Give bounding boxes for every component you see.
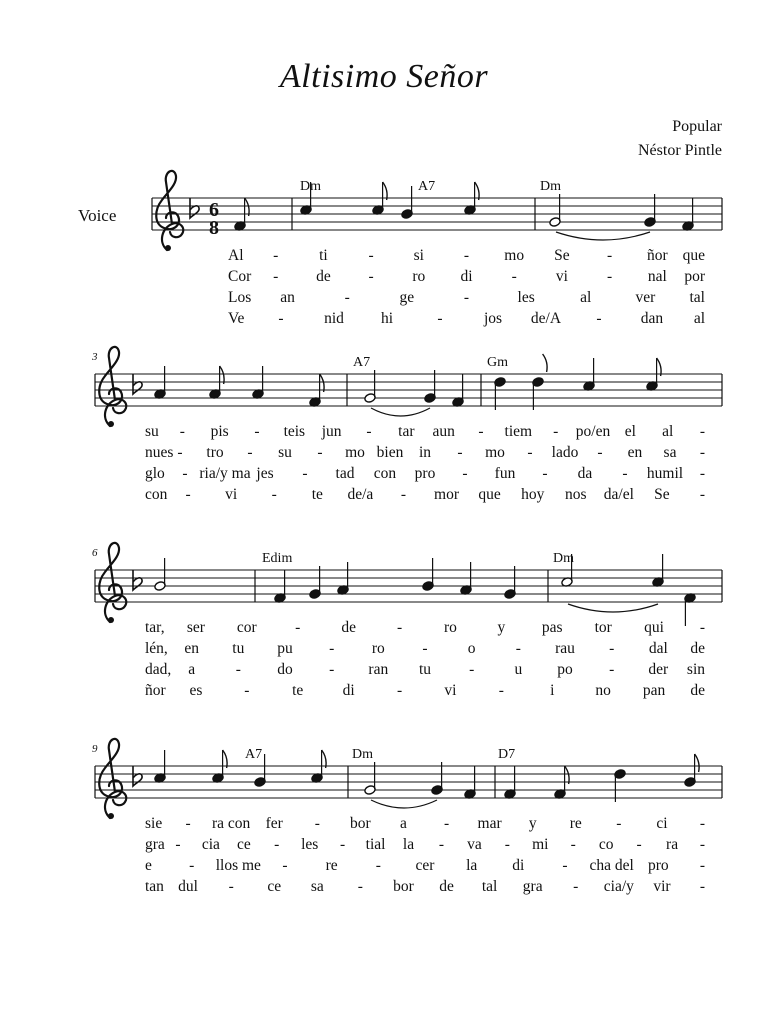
lyric-syllable: de/A [530,310,562,327]
lyric-syllable: - [597,444,603,461]
lyric-syllable: - [463,247,470,264]
chord-symbol: A7 [353,355,371,370]
lyric-syllable: mor [434,486,460,503]
lyric-syllable: tal [481,878,498,895]
lyric-syllable: - [177,444,183,461]
lyric-syllable: con [373,465,397,482]
lyric-syllable: tor [594,619,612,636]
lyric-syllable: teis [283,423,306,440]
lyric-syllable: - [340,836,346,853]
lyric-syllable: - [235,661,241,678]
note [652,554,664,587]
lyric-syllable: Al [228,247,244,264]
note [309,566,321,599]
lyric-syllable: su [278,444,292,461]
note [154,750,166,783]
lyric-syllable: humil [646,465,684,482]
chord-symbol: Dm [540,179,561,194]
note [452,374,464,407]
tie [556,232,650,240]
flat-icon [133,766,142,786]
lyric-syllable: ver [635,289,656,306]
lyric-syllable: - [609,640,615,657]
lyric-syllable: tial [365,836,386,853]
lyric-syllable: - [511,268,517,285]
lyric-syllable: pas [541,619,563,636]
lyric-syllable: mo [345,444,365,461]
lyric-syllable: al [580,289,592,306]
lyric-syllable: an [280,289,295,306]
lyric-syllable: mo [504,247,525,264]
lyric-syllable: - [314,815,320,832]
note [274,570,286,603]
lyric-syllable: - [368,247,374,264]
lyric-syllable: di [512,857,525,874]
measure-number: 6 [92,547,98,559]
lyric-syllable: nos [564,486,587,503]
lyric-syllable: de/a [347,486,374,503]
note [684,593,696,626]
lyric-syllable: tan [145,878,164,895]
lyric-syllable: fun [494,465,516,482]
lyric-syllable: - [396,682,403,699]
lyric-syllable: bor [350,815,371,832]
lyric-syllable: re [325,857,338,874]
note [154,558,166,591]
lyric-syllable: de [690,682,705,699]
lyric-syllable: - [498,682,504,699]
lyric-syllable: de [690,640,705,657]
lyric-syllable: cia/y [603,878,634,895]
note [460,562,472,595]
lyric-syllable: fer [265,815,283,832]
lyric-syllable: nid [324,310,344,327]
chord-symbol: Edim [262,551,293,566]
lyric-syllable: nues [145,444,174,461]
lyric-syllable: al [662,423,674,440]
lyric-syllable: co [598,836,614,853]
note [401,186,413,219]
lyric-syllable: - [368,268,374,285]
lyric-syllable: - [699,619,705,636]
lyric-syllable: glo [145,465,165,482]
lyric-syllable: lén, [145,640,168,657]
note [583,358,595,391]
lyric-syllable: - [622,465,628,482]
lyric-syllable: no [595,682,611,699]
lyric-syllable: sie [145,815,163,832]
treble-clef-icon [99,739,126,819]
lyric-syllable: di [342,682,355,699]
lyric-syllable: ran [368,661,389,678]
lyric-syllable: - [699,815,705,832]
lyric-syllable: - [254,423,260,440]
lyric-syllable: - [273,268,279,285]
lyric-syllable: - [542,465,548,482]
lyric-syllable: - [469,661,475,678]
lyric-syllable: mi [532,836,549,853]
lyric-syllable: ro [412,268,426,285]
lyric-syllable: dad, [145,661,172,678]
lyric-syllable: en [627,444,643,461]
lyric-syllable: - [443,815,450,832]
lyric-syllable: - [329,640,335,657]
lyric-syllable: cer [415,857,435,874]
song-title: Altisimo Señor [279,58,489,95]
lyric-syllable: - [699,465,705,482]
lyric-syllable: ser [186,619,205,636]
lyric-syllable: di [460,268,473,285]
chord-symbol: D7 [498,747,516,762]
lyric-syllable: - [607,268,613,285]
lyric-syllable: ge [399,289,415,306]
lyric-syllable: tu [418,661,432,678]
lyric-syllable: - [422,640,428,657]
lyric-syllable: vi [225,486,238,503]
lyric-syllable: si [413,247,424,264]
note [464,766,476,799]
lyric-syllable: - [573,878,579,895]
lyric-syllable: pro [414,465,436,482]
lyric-syllable: es [189,682,203,699]
lyric-syllable: qui [644,619,664,636]
lyric-syllable: tad [335,465,355,482]
note [364,762,376,795]
chord-symbol: A7 [418,179,436,194]
lyric-syllable: cia [201,836,220,853]
lyric-syllable: - [699,836,705,853]
lyric-syllable: dul [178,878,198,895]
lyric-syllable: vir [653,878,671,895]
lyric-syllable: do [277,661,293,678]
chord-symbol: Dm [553,551,574,566]
lyric-syllable: ñor [646,247,668,264]
lyric-syllable: hi [380,310,394,327]
chord-symbol: A7 [245,747,263,762]
note [644,194,656,227]
lyric-syllable: - [228,878,234,895]
lyric-syllable: - [636,836,642,853]
lyric-syllable: ro [371,640,385,657]
flat-icon [190,198,199,218]
note [549,194,561,227]
lyric-syllable: cha del [589,857,634,874]
lyric-syllable: - [175,836,181,853]
lyric-syllable: - [185,815,191,832]
lyric-syllable: - [438,836,445,853]
lyric-syllable: - [457,444,463,461]
lyric-syllable: ra con [212,815,251,832]
lyric-syllable: gra [145,836,165,853]
lyric-syllable: tiem [504,423,533,440]
lyric-syllable: de [341,619,356,636]
lyric-syllable: que [478,486,501,503]
treble-clef-icon [156,171,183,251]
chord-symbols [245,179,574,762]
note [682,198,694,231]
lyric-syllable: - [616,815,622,832]
note [504,766,516,799]
lyric-syllable: a [188,661,196,678]
lyric-syllable: o [467,640,476,657]
lyric-syllable: mar [477,815,502,832]
lyric-syllable: - [437,310,443,327]
lyric-syllable: e [145,857,152,874]
lyric-syllable: - [553,423,559,440]
credit-popular: Popular [672,118,722,135]
note [154,366,166,399]
lyric-syllable: re [569,815,582,832]
lyric-syllable: llos me [215,857,261,874]
lyric-syllable: - [462,465,468,482]
lyric-syllable: in [418,444,432,461]
lyric-syllable: - [596,310,602,327]
lyric-syllable: - [699,444,705,461]
lyric-syllable: Se [554,247,570,264]
lyric-syllable: - [562,857,568,874]
lyric-syllable: con [145,486,168,503]
lyric-syllable: ra [666,836,679,853]
tie [568,604,658,612]
lyric-syllable: bor [393,878,414,895]
part-name: Voice [78,206,117,225]
note [554,766,569,799]
lyric-syllable: jes [256,465,274,482]
lyric-syllable: - [273,247,279,264]
lyric-syllable: pis [210,423,229,440]
tie [371,408,430,416]
lyric-syllable: - [295,619,301,636]
lyric-syllable: tu [232,640,245,657]
lyric-syllable: pro [647,857,669,874]
lyric-syllable: tal [689,289,705,306]
chord-symbol: Gm [487,355,508,370]
lyric-syllable: en [184,640,199,657]
lyric-syllable: - [699,857,705,874]
note [431,762,443,795]
lyric-syllable: dal [648,640,668,657]
lyric-syllable: por [684,268,705,285]
lyric-syllable: va [467,836,482,853]
lyric-syllable: - [344,289,350,306]
lyric-syllable: - [189,857,195,874]
lyric-syllable: - [699,423,705,440]
lyric-syllable: ce [267,878,282,895]
lyric-syllable: su [145,423,159,440]
lyric-syllable: - [302,465,308,482]
lyric-syllable: - [609,661,615,678]
lyric-syllable: Cor [228,268,252,285]
lyric-syllable: - [375,857,381,874]
lyric-syllable: Ve [228,310,245,327]
note [212,750,227,783]
lyric-syllable: nal [647,268,667,285]
lyric-syllable: i [550,682,555,699]
lyric-syllable: lado [551,444,579,461]
lyric-syllable: jos [483,310,503,327]
note [424,370,436,403]
measure-number: 9 [92,743,98,755]
lyric-syllable: al [693,310,705,327]
lyric-syllable: les [517,289,535,306]
lyric-syllable: te [311,486,323,503]
lyric-syllable: - [179,423,185,440]
lyric-syllable: bien [376,444,404,461]
lyric-syllable: tar, [145,619,165,636]
tie [371,800,437,808]
lyric-syllable: tro [206,444,224,461]
time-signature [209,199,219,239]
note [337,562,349,595]
lyric-syllable: jun [321,423,342,440]
lyric-syllable: - [185,486,191,503]
lyric-syllable: el [624,423,636,440]
lyric-syllable: vi [444,682,457,699]
lyric-syllable: - [244,682,250,699]
lyric-syllable: Los [228,289,252,306]
lyric-syllable: sa [663,444,677,461]
lyric-syllable: vi [555,268,568,285]
lyric-syllable: - [357,878,363,895]
lyric-syllable: u [514,661,523,678]
lyric-syllable: - [278,310,284,327]
lyric-syllable: a [400,815,407,832]
note [364,370,376,403]
lyric-syllable: - [396,619,403,636]
note [372,182,387,215]
lyric-syllable: aun [432,423,455,440]
lyric-syllable: hoy [521,486,545,503]
credit-composer: Néstor Pintle [638,142,722,159]
lyric-syllable: da/el [603,486,634,503]
lyric-syllable: tar [398,423,415,440]
lyric-syllable: - [271,486,277,503]
lyric-syllable: - [282,857,288,874]
lyric-syllable: - [699,878,705,895]
flat-icon [133,570,142,590]
lyric-syllable: - [570,836,576,853]
lyric-syllable: te [292,682,304,699]
lyric-syllable: - [504,836,510,853]
lyric-syllable: po/en [575,423,611,440]
lyric-syllable: que [682,247,705,264]
lyric-syllable: pan [642,682,666,699]
note [422,558,434,591]
lyric-syllable: ria/y ma [199,465,251,482]
time-sig-top: 6 [209,199,219,221]
lyric-syllable: la [466,857,478,874]
note [464,182,479,215]
lyric-syllable: - [463,289,470,306]
lyric-syllable: da [577,465,593,482]
lyric-syllable: sa [310,878,324,895]
lyric-syllable: - [607,247,613,264]
lyric-syllable: dan [640,310,664,327]
lyric-syllable: sin [686,661,705,678]
lyric-syllable: - [478,423,484,440]
note [234,198,249,231]
note [311,750,326,783]
lyric-syllable: pu [277,640,293,657]
lyric-syllable: ce [236,836,251,853]
note [209,366,224,399]
lyric-syllable: - [329,661,335,678]
lyric-syllable: - [247,444,253,461]
lyric-syllable: - [366,423,372,440]
lyric-syllable: les [301,836,319,853]
lyric-syllable: - [317,444,323,461]
lyric-syllable: de [439,878,454,895]
note [309,374,324,407]
lyric-syllable: - [274,836,280,853]
lyric-syllable: - [515,640,521,657]
note [504,566,516,599]
note [252,366,264,399]
flat-icon [133,374,142,394]
treble-clef-icon [99,543,126,623]
lyric-syllable: de [316,268,331,285]
chord-symbol: Dm [352,747,373,762]
lyric-syllable: - [182,465,188,482]
lyric-syllable: rau [555,640,575,657]
treble-clef-icon [99,347,126,427]
lyric-syllable: cor [236,619,257,636]
lyric-syllable: ti [319,247,328,264]
lyric-syllable: - [400,486,407,503]
lyric-syllable: po [557,661,573,678]
time-sig-bottom: 8 [209,217,219,239]
note [646,358,661,391]
lyric-syllable: gra [522,878,543,895]
lyric-syllable: y [528,815,537,832]
lyric-syllable: ci [656,815,668,832]
lyric-syllable: mo [485,444,505,461]
chord-symbol: Dm [300,179,321,194]
lyric-syllable: ñor [145,682,166,699]
lyric-syllable: ro [443,619,457,636]
lyric-syllable: Se [654,486,670,503]
measure-numbers [91,351,98,755]
lyric-syllable: - [527,444,533,461]
note [614,769,626,802]
lyric-syllable: - [699,486,705,503]
measure-number: 3 [92,351,98,363]
lyric-syllable: y [497,619,506,636]
note [494,377,506,410]
lyric-syllable: der [648,661,669,678]
lyric-syllable: la [402,836,415,853]
